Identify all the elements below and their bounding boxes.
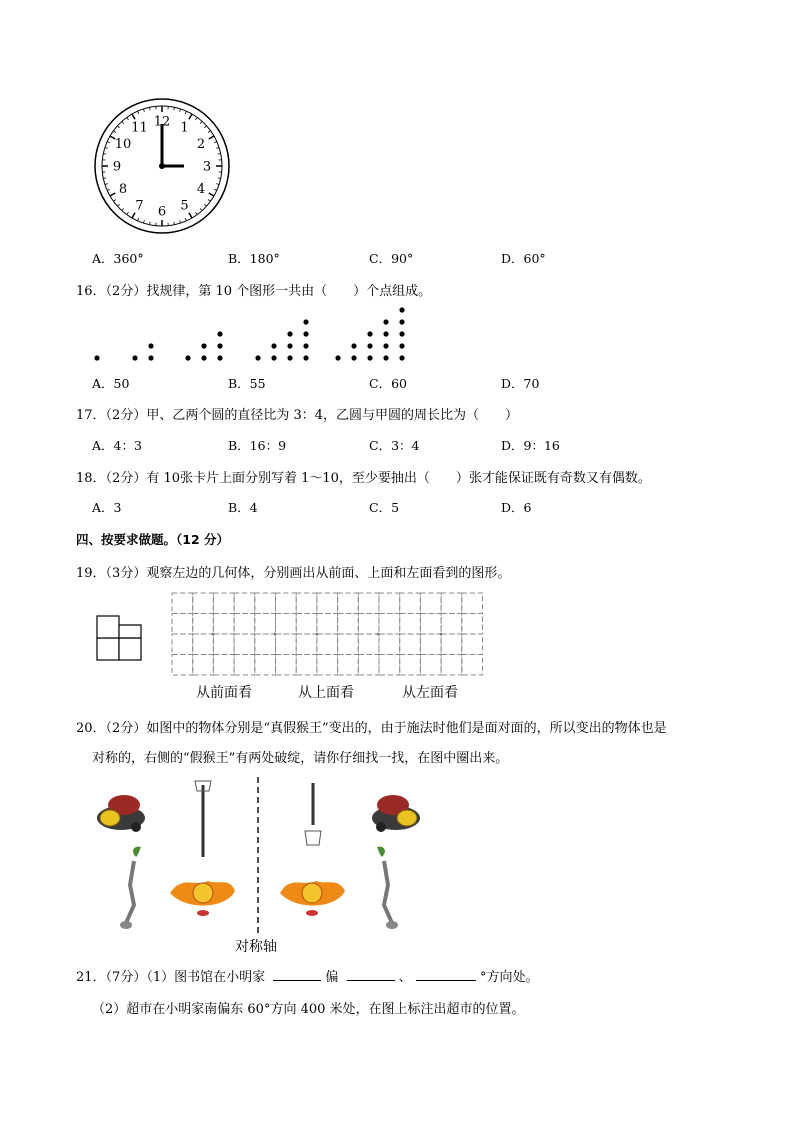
q17-option-c: C．3：4 <box>369 438 420 453</box>
dot <box>399 355 404 360</box>
grid-cell <box>441 634 462 655</box>
q17-option-b: B．16：9 <box>228 438 287 453</box>
plant-right <box>377 847 398 929</box>
q19-stem: 19．（3分）观察左边的几何体，分别画出从前面、上面和左面看到的图形。 <box>76 566 511 581</box>
grid-cell <box>462 614 483 635</box>
grid-cell <box>420 614 441 635</box>
grid-cell <box>193 593 214 614</box>
dot <box>351 355 356 360</box>
grid-cell <box>358 655 379 676</box>
grid-cell <box>234 655 255 676</box>
dot-figure-4 <box>255 319 308 360</box>
q15-option-b: B．180° <box>228 251 280 266</box>
dot <box>399 307 404 312</box>
q21-part1-mid2: 、 <box>398 970 412 985</box>
grid-cell <box>338 593 359 614</box>
clock-number-9: 9 <box>112 159 122 175</box>
bumper-car-right <box>372 795 420 832</box>
view-label-left: 从左面看 <box>402 685 458 701</box>
grid-cell <box>338 634 359 655</box>
dot <box>399 343 404 348</box>
grid-cell <box>338 655 359 676</box>
staff-right <box>305 783 321 845</box>
q16-option-c: C．60 <box>369 376 407 391</box>
grid-cell <box>358 634 379 655</box>
dot <box>303 319 308 324</box>
section-heading: 四、按要求做题。（12 分） <box>76 532 229 547</box>
dot <box>255 355 260 360</box>
plant-left <box>120 847 141 929</box>
direction-blank-1[interactable] <box>273 966 321 981</box>
dot <box>383 331 388 336</box>
q16-option-a: A．50 <box>92 376 130 391</box>
grid-cell <box>172 655 193 676</box>
grid-cell <box>358 593 379 614</box>
staff-left <box>195 781 211 857</box>
grid-cell <box>296 593 317 614</box>
symmetry-figure <box>90 775 440 940</box>
grid-cell <box>276 634 297 655</box>
grid-cell <box>441 593 462 614</box>
grid-cell <box>420 593 441 614</box>
grid-cell <box>317 593 338 614</box>
grid-cell <box>172 593 193 614</box>
angle-blank[interactable] <box>416 966 476 981</box>
dot-figure-2 <box>132 343 153 360</box>
grid-cell <box>255 655 276 676</box>
grid-cell <box>213 655 234 676</box>
dot <box>399 319 404 324</box>
grid-cell <box>338 614 359 635</box>
clock-number-11: 11 <box>131 120 148 136</box>
dot-figure-5 <box>335 307 404 360</box>
fire-wheel-right <box>280 881 345 916</box>
grid-cell <box>276 655 297 676</box>
dot <box>303 355 308 360</box>
grid-cell <box>358 614 379 635</box>
grid-cell <box>420 655 441 676</box>
grid-cell <box>441 614 462 635</box>
grid-cell <box>255 614 276 635</box>
dot <box>217 331 222 336</box>
grid-cell <box>193 655 214 676</box>
grid-cell <box>420 634 441 655</box>
dot <box>383 355 388 360</box>
cube-solid-figure <box>96 612 146 662</box>
view-label-front: 从前面看 <box>196 685 252 701</box>
grid-cell <box>296 614 317 635</box>
dot-pattern-figure <box>80 296 410 366</box>
grid-cell <box>462 655 483 676</box>
dot-figure-1 <box>94 355 99 360</box>
clock-figure <box>92 96 232 236</box>
grid-cell <box>172 634 193 655</box>
dot <box>303 331 308 336</box>
q15-option-a: A．360° <box>92 251 144 266</box>
dot <box>287 355 292 360</box>
q18-option-c: C．5 <box>369 500 400 515</box>
q16-option-b: B．55 <box>228 376 266 391</box>
dot <box>201 343 206 348</box>
dot <box>271 343 276 348</box>
dot <box>383 319 388 324</box>
dot <box>383 343 388 348</box>
clock-number-7: 7 <box>135 198 144 214</box>
dot <box>367 343 372 348</box>
grid-center-dot <box>316 633 319 636</box>
dot <box>217 343 222 348</box>
grid-center-dot <box>212 633 215 636</box>
dot <box>367 355 372 360</box>
dot-figure-3 <box>185 331 222 360</box>
dot <box>367 331 372 336</box>
grid-cell <box>213 593 234 614</box>
q20-stem-line2: 对称的，右侧的“假猴王”有两处破绽，请你仔细找一找，在图中圈出来。 <box>92 751 509 766</box>
grid-cell <box>213 634 234 655</box>
grid-cell <box>234 593 255 614</box>
grid-cell <box>276 593 297 614</box>
dot <box>287 331 292 336</box>
clock-number-2: 2 <box>196 137 206 152</box>
grid-cell <box>400 655 421 676</box>
grid-cell <box>213 614 234 635</box>
clock-number-10: 10 <box>114 137 132 152</box>
dot <box>399 331 404 336</box>
q21-part2: （2）超市在小明家南偏东 60°方向 400 米处，在图上标注出超市的位置。 <box>92 1002 525 1017</box>
grid-cell <box>172 614 193 635</box>
grid-cell <box>400 614 421 635</box>
grid-center-dot <box>274 633 277 636</box>
clock-number-4: 4 <box>196 182 206 197</box>
q18-option-a: A．3 <box>92 500 122 515</box>
direction-blank-2[interactable] <box>347 966 395 981</box>
grid-cell <box>255 593 276 614</box>
grid-cell <box>400 634 421 655</box>
clock-number-3: 3 <box>202 159 212 175</box>
clock-number-5: 5 <box>180 198 189 214</box>
grid-cell <box>317 634 338 655</box>
grid-cell <box>234 614 255 635</box>
grid-cell <box>441 655 462 676</box>
dot <box>287 343 292 348</box>
q21-part1 <box>76 966 538 985</box>
clock-number-6: 6 <box>157 204 167 220</box>
grid-cell <box>234 634 255 655</box>
clock-number-12: 12 <box>153 114 171 130</box>
q17-option-d: D．9：16 <box>501 438 560 453</box>
grid-cell <box>379 614 400 635</box>
clock-number-8: 8 <box>118 182 128 197</box>
q21-part1-suffix: °方向处。 <box>479 970 539 985</box>
drawing-grid <box>171 592 483 676</box>
q20-stem-line1: 20．（2分）如图中的物体分别是“真假猴王”变出的，由于施法时他们是面对面的，所以变出的物体也是 <box>76 721 667 736</box>
grid-cell <box>317 614 338 635</box>
grid-center-dot <box>377 633 380 636</box>
grid-cell <box>193 634 214 655</box>
grid-cell <box>276 614 297 635</box>
grid-cell <box>379 655 400 676</box>
dot <box>132 355 137 360</box>
grid-cell <box>255 634 276 655</box>
grid-cell <box>296 634 317 655</box>
dot <box>335 355 340 360</box>
clock-number-1: 1 <box>180 120 189 136</box>
grid-cell <box>462 593 483 614</box>
dot <box>271 355 276 360</box>
fire-wheel-left <box>170 881 235 916</box>
view-label-top: 从上面看 <box>298 685 354 701</box>
grid-cell <box>379 593 400 614</box>
symmetry-axis-label: 对称轴 <box>235 939 277 955</box>
q16-stem: 16．（2分）找规律，第 10 个图形一共由（ ）个点组成。 <box>76 284 432 299</box>
q18-option-d: D．6 <box>501 500 532 515</box>
q17-stem: 17．（2分）甲、乙两个圆的直径比为 3：4，乙圆与甲圆的周长比为（ ） <box>76 408 518 423</box>
dot <box>217 355 222 360</box>
q17-option-a: A．4：3 <box>92 438 142 453</box>
dot <box>94 355 99 360</box>
q15-option-c: C．90° <box>369 251 414 266</box>
dot <box>148 355 153 360</box>
q21-part1-mid1: 偏 <box>325 970 339 985</box>
q15-option-d: D．60° <box>501 251 546 266</box>
grid-cell <box>296 655 317 676</box>
bumper-car-left <box>97 795 145 832</box>
dot <box>185 355 190 360</box>
q18-option-b: B．4 <box>228 500 258 515</box>
dot <box>148 343 153 348</box>
q16-option-d: D．70 <box>501 376 540 391</box>
dot <box>303 343 308 348</box>
grid-cell <box>400 593 421 614</box>
grid-center-dot <box>440 633 443 636</box>
dot <box>351 343 356 348</box>
q21-part1-prefix: 21．（7分）（1）图书馆在小明家 <box>76 970 266 985</box>
dot <box>201 355 206 360</box>
q18-stem: 18．（2分）有 10张卡片上面分别写着 1～10，至少要抽出（ ）张才能保证既有奇数又有偶数。 <box>76 471 651 486</box>
grid-cell <box>379 634 400 655</box>
grid-cell <box>193 614 214 635</box>
grid-cell <box>462 634 483 655</box>
grid-cell <box>317 655 338 676</box>
